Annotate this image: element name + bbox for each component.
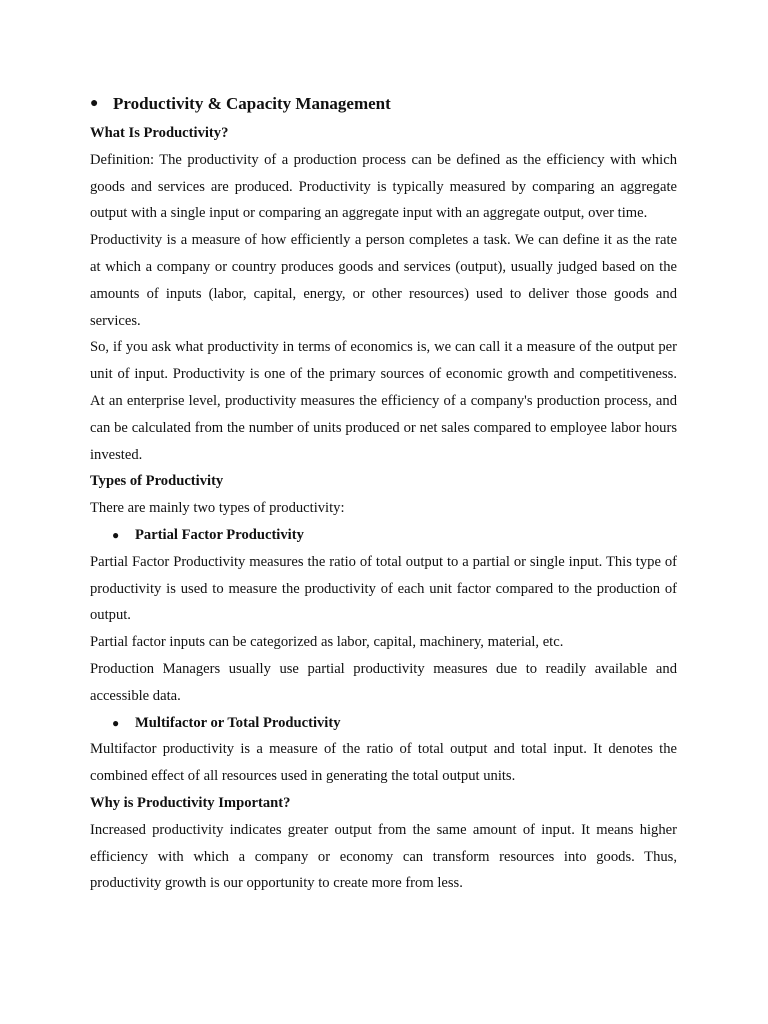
list-item-multifactor — [90, 710, 677, 737]
bullet-icon: ● — [112, 715, 120, 730]
paragraph-economics: So, if you ask what productivity in terms of economics is, we can call it a measure of the output per unit of input. Productivity is one of the primary sources of economic growth and competitiveness. At an enterprise level, productivity measures the efficiency of a company's production process, and can be calculated from the number of units produced or net sales compared to employee labor hours invested. — [90, 339, 677, 463]
paragraph-partial-definition: Partial Factor Productivity measures the ratio of total output to a partial or single input. This type of productivity is used to measure the productivity of each unit factor compared to the production of output. — [90, 553, 677, 624]
heading-types: Types of Productivity — [90, 473, 224, 490]
paragraph-partial-inputs: Partial factor inputs can be categorized as labor, capital, machinery, material, etc. — [90, 634, 564, 651]
document-page — [90, 90, 677, 897]
list-item-multifactor-label: Multifactor or Total Productivity — [135, 714, 341, 731]
main-heading — [90, 90, 677, 118]
bullet-icon: ● — [112, 527, 120, 542]
paragraph-multifactor: Multifactor productivity is a measure of the ratio of total output and total input. It denotes the combined effect of all resources used in generating the total output units. — [90, 741, 677, 785]
heading-why-important: Why is Productivity Important? — [90, 794, 291, 811]
paragraph-why-important: Increased productivity indicates greater output from the same amount of input. It means higher efficiency with which a company or economy can transform resources into goods. Thus, productivity growth is our opportunity to create more from less. — [90, 821, 677, 892]
main-heading-text: Productivity & Capacity Management — [113, 94, 391, 113]
bullet-icon: ● — [90, 96, 99, 111]
paragraph-partial-managers: Production Managers usually use partial productivity measures due to readily available and accessible data. — [90, 660, 677, 704]
list-item-partial-factor-label: Partial Factor Productivity — [135, 526, 304, 543]
paragraph-measure: Productivity is a measure of how efficiently a person completes a task. We can define it as the rate at which a company or country produces goods and services (output), usually judged based on the amounts of inputs (labor, capital, energy, or other resources) used to deliver those goods and services. — [90, 232, 677, 329]
heading-what-is-productivity: What Is Productivity? — [90, 125, 229, 141]
paragraph-definition: Definition: The productivity of a production process can be defined as the efficiency with which goods and services are produced. Productivity is typically measured by comparing an aggregate output with a single input or comparing an aggregate input with an aggregate output, over time. — [90, 151, 677, 222]
list-item-partial-factor — [90, 522, 677, 549]
paragraph-types-intro: There are mainly two types of productivity: — [90, 500, 345, 517]
